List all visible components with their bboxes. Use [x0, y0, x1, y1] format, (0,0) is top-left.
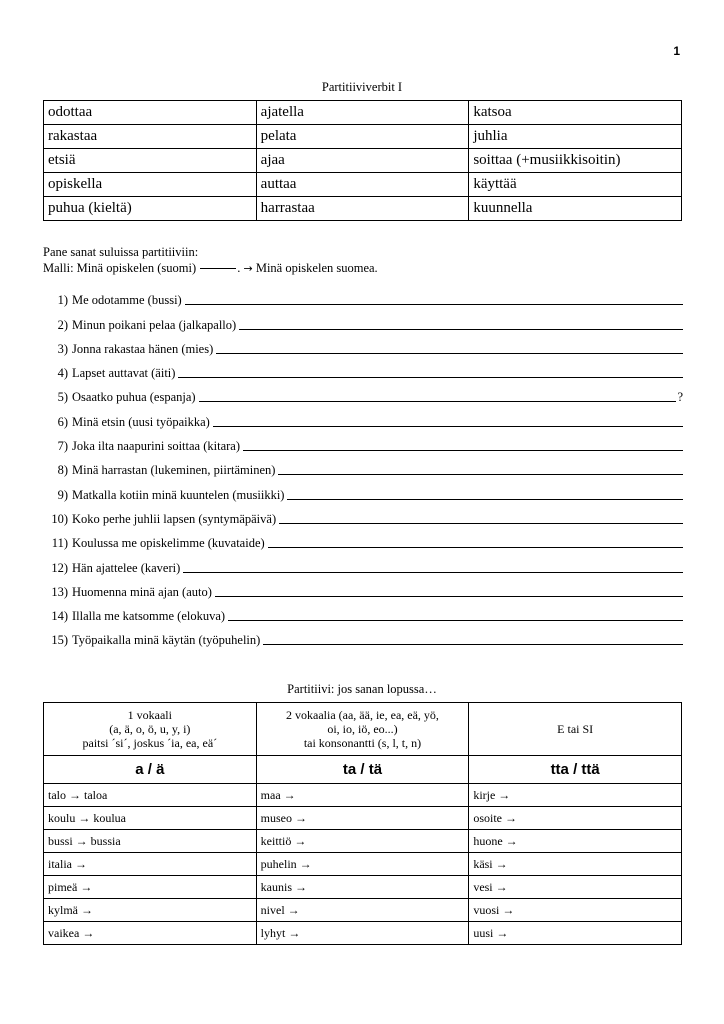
word-cell: kaunis → [256, 876, 469, 899]
exercise-text: Minun poikani pelaa (jalkapallo) [72, 317, 237, 332]
exercise-text: Minä etsin (uusi työpaikka) [72, 414, 210, 429]
answer-line[interactable] [287, 498, 683, 500]
table-row [44, 807, 682, 830]
ending-cell: tta / ttä [469, 756, 682, 784]
exercise-item [43, 551, 683, 575]
table-row [44, 101, 682, 125]
exercise-text: Jonna rakastaa hänen (mies) [72, 341, 214, 356]
exercise-item [43, 478, 683, 502]
word-cell: maa → [256, 784, 469, 807]
word-cell: talo → taloa [44, 784, 257, 807]
table-row [44, 784, 682, 807]
table-header-row [44, 703, 682, 756]
exercise-number: 11) [51, 536, 68, 551]
exercise-item [43, 430, 683, 454]
word-cell: käsi → [469, 853, 682, 876]
exercise-text: Huomenna minä ajan (auto) [72, 584, 212, 599]
verb-cell: ajatella [256, 101, 469, 125]
word-cell: puhelin → [256, 853, 469, 876]
exercise-number: 6) [57, 414, 68, 429]
table-row [44, 149, 682, 173]
word-cell: vesi → [469, 876, 682, 899]
word-cell: vaikea → [44, 922, 257, 945]
exercise-text: Koko perhe juhlii lapsen (syntymäpäivä) [72, 511, 277, 526]
answer-line[interactable] [239, 328, 683, 330]
page-title: Partitiiviverbit I [321, 80, 403, 94]
exercise-text: Koulussa me opiskelimme (kuvataide) [72, 536, 265, 551]
word-cell: pimeä → [44, 876, 257, 899]
instructions [43, 244, 378, 277]
ending-cell: a / ä [44, 756, 257, 784]
header-cell-two-vowels [256, 703, 469, 756]
instruction-text: Pane sanat suluissa partitiiviin: [43, 245, 199, 259]
endings-row [44, 756, 682, 784]
exercise-text: Hän ajattelee (kaveri) [72, 560, 181, 575]
exercise-item [43, 333, 683, 357]
verb-cell: auttaa [256, 173, 469, 197]
verb-cell: juhlia [469, 125, 682, 149]
word-cell: uusi → [469, 922, 682, 945]
exercise-text: Joka ilta naapurini soittaa (kitara) [72, 439, 240, 454]
model-period: . [237, 261, 241, 275]
table-row [44, 830, 682, 853]
word-cell: kylmä → [44, 899, 257, 922]
exercise-item [43, 527, 683, 551]
exercise-item [43, 576, 683, 600]
answer-line[interactable] [263, 643, 683, 645]
exercise-item [43, 381, 683, 405]
table-row [44, 853, 682, 876]
word-cell: italia → [44, 853, 257, 876]
table-row [44, 125, 682, 149]
word-cell: huone → [469, 830, 682, 853]
exercise-number: 8) [57, 463, 68, 478]
header-cell-e-si [469, 703, 682, 756]
verb-cell: opiskella [44, 173, 257, 197]
header-line: 2 vokaalia (aa, ää, ie, ea, eä, yö, [286, 708, 439, 722]
partitive-table [43, 702, 682, 945]
word-cell: osoite → [469, 807, 682, 830]
verb-cell: harrastaa [256, 197, 469, 221]
exercise-item [43, 454, 683, 478]
verb-cell: pelata [256, 125, 469, 149]
verbs-table [43, 100, 682, 221]
exercise-item [43, 503, 683, 527]
exercise-list [43, 284, 683, 648]
answer-line[interactable] [183, 571, 683, 573]
exercise-item [43, 284, 683, 308]
answer-line[interactable] [243, 449, 683, 451]
model-text: Malli: Minä opiskelen (suomi) [43, 261, 197, 275]
word-cell: lyhyt → [256, 922, 469, 945]
answer-line[interactable] [213, 425, 683, 427]
word-cell: keittiö → [256, 830, 469, 853]
exercise-text: Osaatko puhua (espanja) [72, 390, 196, 405]
exercise-number: 9) [57, 487, 68, 502]
arrow-icon: → [243, 262, 253, 275]
exercise-text: Illalla me katsomme (elokuva) [72, 609, 226, 624]
page-number: 1 [673, 44, 680, 58]
verb-cell: ajaa [256, 149, 469, 173]
exercise-text: Työpaikalla minä käytän (työpuhelin) [72, 633, 261, 648]
exercise-item [43, 308, 683, 332]
header-line: paitsi ´si´, joskus ´ia, ea, eä´ [82, 736, 218, 750]
exercise-number: 1) [57, 293, 68, 308]
header-line: tai konsonantti (s, l, t, n) [303, 736, 422, 750]
answer-line[interactable] [178, 376, 683, 378]
answer-line[interactable] [279, 522, 683, 524]
verb-cell: katsoa [469, 101, 682, 125]
word-cell: koulu → koulua [44, 807, 257, 830]
exercise-number: 10) [51, 511, 68, 526]
exercise-text: Matkalla kotiin minä kuuntelen (musiikki) [72, 487, 285, 502]
answer-line[interactable] [216, 352, 683, 354]
ending-cell: ta / tä [256, 756, 469, 784]
answer-line[interactable] [278, 473, 683, 475]
table-row [44, 197, 682, 221]
exercise-number: 15) [51, 633, 68, 648]
word-cell: bussi → bussia [44, 830, 257, 853]
word-cell: nivel → [256, 899, 469, 922]
verb-cell: rakastaa [44, 125, 257, 149]
answer-line[interactable] [215, 595, 683, 597]
header-cell-one-vowel [44, 703, 257, 756]
answer-blank[interactable] [200, 267, 236, 269]
exercise-text: Me odotamme (bussi) [72, 293, 182, 308]
exercise-number: 7) [57, 439, 68, 454]
verb-cell: soittaa (+musiikkisoitin) [469, 149, 682, 173]
exercise-text: Minä harrastan (lukeminen, piirtäminen) [72, 463, 276, 478]
partitive-title: Partitiivi: jos sanan lopussa… [287, 682, 437, 696]
word-cell: museo → [256, 807, 469, 830]
header-line: 1 vokaali [127, 708, 172, 722]
table-row [44, 899, 682, 922]
model-example [43, 260, 378, 277]
exercise-text: Lapset auttavat (äiti) [72, 366, 176, 381]
header-line: E tai SI [557, 722, 594, 736]
word-cell: vuosi → [469, 899, 682, 922]
exercise-number: 5) [57, 390, 68, 405]
model-answer: Minä opiskelen suomea. [255, 261, 378, 275]
header-line: oi, io, iö, eo...) [327, 722, 398, 736]
exercise-item [43, 405, 683, 429]
header-line: (a, ä, o, ö, u, y, i) [109, 722, 191, 736]
exercise-number: 2) [57, 317, 68, 332]
exercise-number: 3) [57, 341, 68, 356]
exercise-number: 14) [51, 609, 68, 624]
word-cell: kirje → [469, 784, 682, 807]
exercise-item [43, 357, 683, 381]
table-row [44, 876, 682, 899]
answer-line[interactable] [185, 303, 683, 305]
exercise-number: 4) [57, 366, 68, 381]
exercise-item [43, 624, 683, 648]
verb-cell: kuunnella [469, 197, 682, 221]
exercise-number: 12) [51, 560, 68, 575]
question-mark: ? [677, 390, 683, 405]
table-row [44, 922, 682, 945]
verb-cell: käyttää [469, 173, 682, 197]
exercise-item [43, 600, 683, 624]
answer-line[interactable] [199, 400, 677, 402]
answer-line[interactable] [268, 546, 683, 548]
answer-line[interactable] [228, 619, 683, 621]
verb-cell: etsiä [44, 149, 257, 173]
verb-cell: odottaa [44, 101, 257, 125]
verb-cell: puhua (kieltä) [44, 197, 257, 221]
exercise-number: 13) [51, 584, 68, 599]
table-row [44, 173, 682, 197]
